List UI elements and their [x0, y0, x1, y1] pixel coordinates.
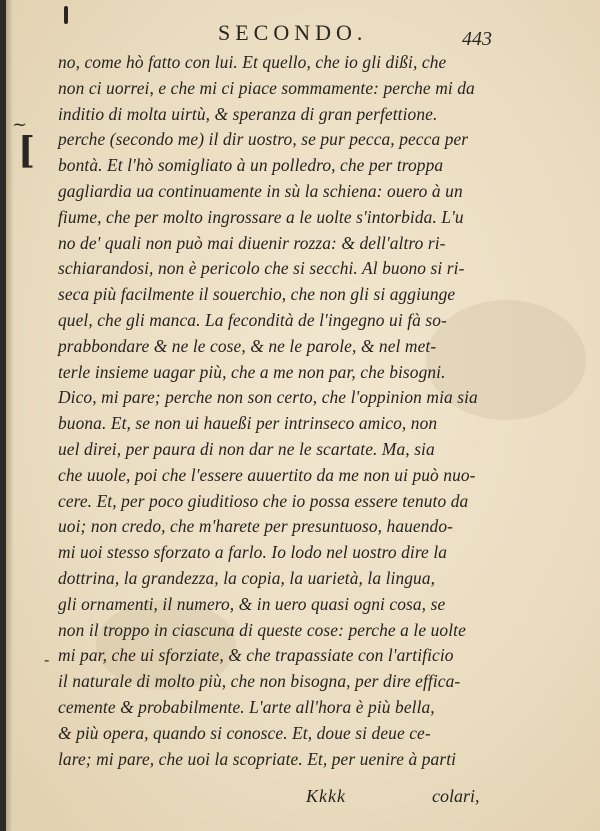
text-line: dottrina, la grandezza, la copia, la uarietà, la lingua, [58, 567, 436, 588]
running-title: SECONDO. [218, 20, 368, 45]
text-line: no de' quali non può mai diuenir rozza: & dell'altro ri- [58, 232, 446, 253]
signature-mark: Kkkk [306, 786, 346, 806]
text-line: prabbondare & ne le cose, & ne le parole, & nel met- [58, 335, 437, 356]
text-line: uel direi, per paura di non dar ne le scartate. Ma, sia [58, 438, 435, 459]
text-line: mi par, che ui sforziate, & che trapassiate con l'artificio [58, 645, 454, 666]
text-line: inditio di molta uirtù, & speranza di gran perfettione. [58, 103, 438, 124]
text-line: schiarandosi, non è pericolo che si secchi. Al buono si ri- [58, 258, 465, 279]
body-text [58, 50, 528, 772]
book-page [6, 0, 600, 831]
text-line: cemente & probabilmente. L'arte all'hora è più bella, [58, 696, 435, 717]
text-line: terle insieme uagar più, che a me non par, che bisogni. [58, 361, 446, 382]
catchword: colari, [432, 786, 480, 806]
page-number: 443 [462, 28, 492, 50]
margin-squiggle-mark: ~ [12, 114, 28, 135]
text-line: cere. Et, per poco giuditioso che io possa essere tenuto da [58, 490, 469, 511]
text-line: non il troppo in ciascuna di queste cose: perche a le uolte [58, 619, 466, 640]
text-line: perche (secondo me) il dir uostro, se pur pecca, pecca per [58, 129, 469, 150]
text-line: gagliardia ua continuamente in sù la schiena: ouero à un [58, 180, 463, 201]
text-line: gli ornamenti, il numero, & in uero quasi ogni cosa, se [58, 593, 446, 614]
text-line: uoi; non credo, che m'harete per presuntuoso, hauendo- [58, 516, 454, 537]
text-line: mi uoi stesso sforzato a farlo. Io lodo nel uostro dire la [58, 542, 448, 563]
text-line: buona. Et, se non ui haueßi per intrinseco amico, non [58, 413, 438, 434]
margin-dash-mark: - [44, 650, 50, 669]
margin-bracket-mark: [ [18, 130, 36, 172]
text-line: seca più facilmente il souerchio, che non gli si aggiunge [58, 284, 456, 305]
running-head [6, 18, 600, 48]
text-line: non ci uorrei, e che mi ci piace sommamente: perche mi da [58, 77, 475, 98]
text-line: fiume, che per molto ingrossare a le uolte s'intorbida. L'u [58, 206, 464, 227]
text-line: il naturale di molto più, che non bisogna, per dire effica- [58, 671, 461, 692]
text-line: che uuole, poi che l'essere auuertito da me non ui può nuo- [58, 464, 476, 485]
text-line: & più opera, quando si conosce. Et, doue si deue ce- [58, 722, 431, 743]
text-line: no, come hò fatto con lui. Et quello, che io gli dißi, che [58, 52, 447, 72]
text-line: bontà. Et l'hò somigliato à un polledro, che per troppa [58, 155, 444, 176]
text-line: quel, che gli manca. La fecondità de l'ingegno ui fà so- [58, 309, 447, 330]
text-line: Dico, mi pare; perche non son certo, che l'oppinion mia sia [58, 387, 478, 408]
text-line: lare; mi pare, che uoi la scopriate. Et, per uenire à parti [58, 748, 457, 769]
